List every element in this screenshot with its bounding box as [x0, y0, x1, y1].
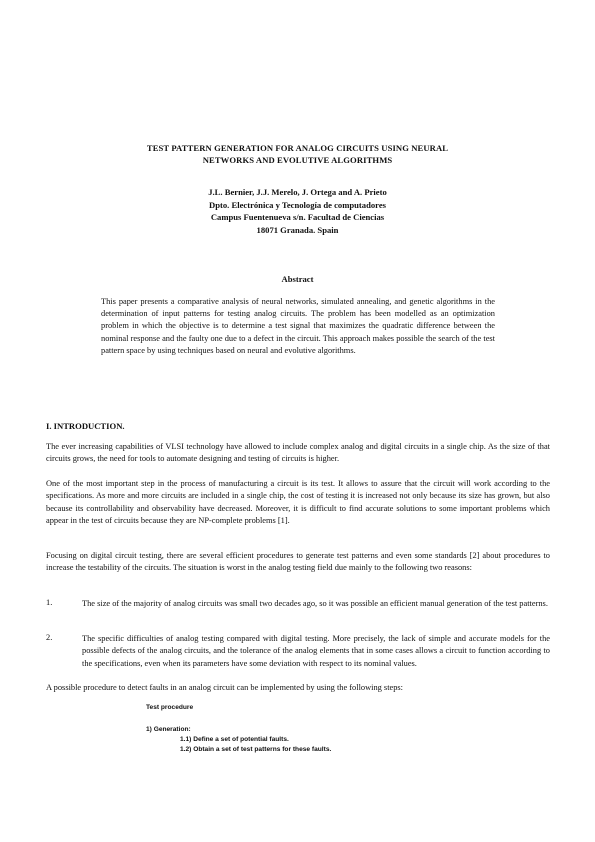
abstract-heading: Abstract	[281, 274, 314, 284]
intro-paragraph-2: One of the most important step in the process of manufacturing a circuit is its test. It allows to assure that the circuit will work according to the specifications. As more and more circuits are included in a single chip, the cost of testing it is increased not only because its size has grown, but also because its controllability and observability have decreased. Moreover, it is difficult to find accurate solutions to some important problems which appear in the test of circuits because they are NP-complete problems [1].	[46, 479, 550, 525]
section-heading-introduction: I. INTRODUCTION.	[46, 421, 125, 431]
intro-paragraph-1: The ever increasing capabilities of VLSI technology have allowed to include complex analog and digital circuits in a single chip. As the size of that circuits grows, the need for tools to automate designing and testing of circuits is higher.	[46, 442, 550, 464]
procedure-substep-1-2: 1.2) Obtain a set of test patterns for these faults.	[180, 746, 332, 753]
author-campus: Campus Fuentenueva s/n. Facultad de Ciencias	[210, 212, 385, 222]
procedure-substep-1-1: 1.1) Define a set of potential faults.	[180, 736, 289, 743]
author-city: 18071 Granada. Spain	[256, 224, 339, 235]
procedure-step-1: 1) Generation:	[146, 726, 191, 733]
title-line-2: NETWORKS AND EVOLUTIVE ALGORITHMS	[202, 155, 393, 165]
author-names: J.L. Bernier, J.J. Merelo, J. Ortega and A. Prieto	[208, 187, 387, 197]
list-item-1-text: The size of the majority of analog circuits was small two decades ago, so it was possible an efficient manual generation of the test patterns.	[82, 599, 548, 608]
list-item-2-number: 2.	[46, 633, 53, 642]
title-line-1: TEST PATTERN GENERATION FOR ANALOG CIRCUITS USING NEURAL	[146, 143, 449, 153]
author-department: Dpto. Electrónica y Tecnología de computadores	[209, 199, 386, 210]
paper-title	[60, 142, 535, 166]
procedure-title: Test procedure	[146, 704, 194, 711]
abstract-text: This paper presents a comparative analysis of neural networks, simulated annealing, and genetic algorithms in the determination of input patterns for testing analog circuits. The problem has been modelled as an optimization problem in which the objective is to determine a test signal that maximizes the quadratic difference between the nominal response and the faulty one due to a defect in the circuit. This approach makes possible the search of the test pattern space by using techniques based on neural and evolutive algorithms.	[101, 297, 495, 355]
list-item-1-number: 1.	[46, 598, 53, 607]
author-block	[60, 186, 535, 236]
intro-paragraph-3: Focusing on digital circuit testing, there are several efficient procedures to generate test patterns and even some standards [2] about procedures to increase the testability of the circuits. The situation is worst in the analog testing field due mainly to the following two reasons:	[46, 551, 550, 573]
intro-closing-sentence: A possible procedure to detect faults in an analog circuit can be implemented by using the following steps:	[46, 683, 404, 692]
list-item-2-text: The specific difficulties of analog testing compared with digital testing. More precisely, the lack of simple and accurate models for the possible defects of the analog circuits, and the tolerance of the analog elements that in some cases allows a circuit to function according to the specifications, even when its parameters have some deviation with respect to its nominal values.	[82, 634, 550, 668]
